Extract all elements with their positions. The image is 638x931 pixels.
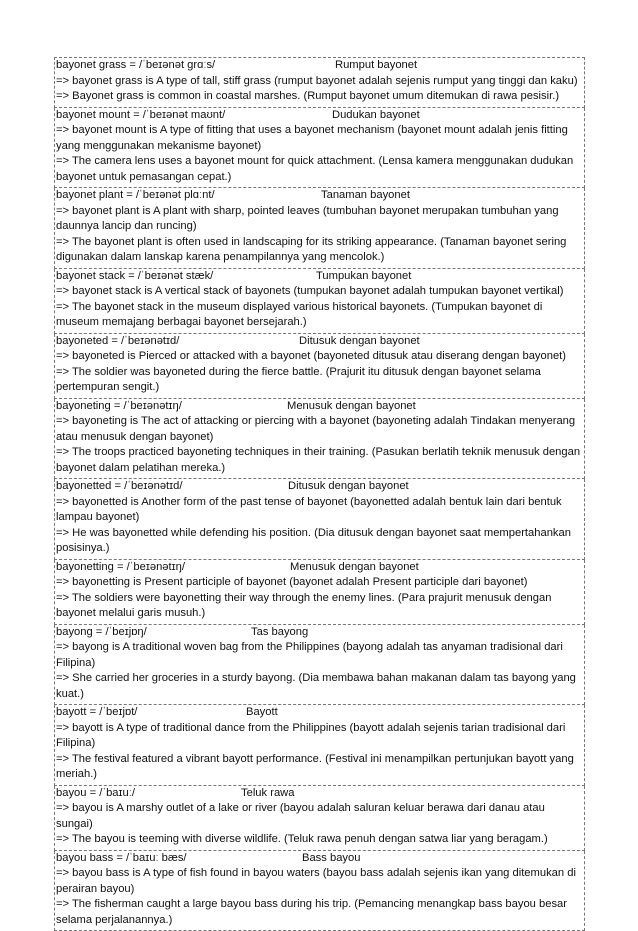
entry-example: => Bayonet grass is common in coastal marshes. (Rumput bayonet umum ditemukan di rawa pesisir.) [55,89,584,105]
glossary-document [54,57,585,931]
entry-translation: Menusuk dengan bayonet [287,399,416,415]
entry-translation: Bass bayou [302,851,360,867]
entry-definition: => bayonetting is Present participle of bayonet (bayonet adalah Present participle dari bayonet) [55,575,584,591]
entry-definition: => bayonet mount is A type of fitting that uses a bayonet mechanism (bayonet mount adalah jenis fitting yang menggunakan mekanisme bayonet) [55,123,584,154]
entry-example: => The soldier was bayoneted during the fierce battle. (Prajurit itu ditusuk dengan bayonet selama pertempuran sengit.) [55,365,584,396]
entry-term: bayoneted = /ˈbeɪənətɪd/ [56,334,179,350]
entry-bayonet-mount [54,108,585,189]
entry-example: => The soldiers were bayonetting their way through the enemy lines. (Para prajurit menusuk dengan bayonet melalui garis musuh.) [55,591,584,622]
entry-example: => She carried her groceries in a sturdy bayong. (Dia membawa bahan makanan dalam tas bayong yang kuat.) [55,671,584,702]
entry-translation: Ditusuk dengan bayonet [299,334,420,350]
entry-bayoneted [54,334,585,399]
entry-header [55,334,584,350]
entry-bayonet-grass [54,57,585,108]
entry-translation: Bayott [246,705,278,721]
entry-definition: => bayott is A type of traditional dance from the Philippines (bayott adalah sejenis tarian tradisional dari Filipina) [55,721,584,752]
entry-definition: => bayong is A traditional woven bag from the Philippines (bayong adalah tas anyaman tradisional dari Filipina) [55,640,584,671]
entry-definition: => bayoneting is The act of attacking or piercing with a bayonet (bayoneting adalah Tindakan menyerang atau menusuk dengan bayonet) [55,414,584,445]
entry-bayong [54,625,585,706]
entry-translation: Ditusuk dengan bayonet [288,479,409,495]
entry-term: bayou bass = /ˈbaɪuː bæs/ [56,851,187,867]
entry-bayott [54,705,585,786]
entry-definition: => bayou bass is A type of fish found in bayou waters (bayou bass adalah sejenis ikan yang ditemukan di perairan bayou) [55,866,584,897]
entry-example: => The festival featured a vibrant bayott performance. (Festival ini menampilkan pertunjukan bayott yang meriah.) [55,752,584,783]
entry-term: bayonetting = /ˈbeɪənətɪŋ/ [56,560,185,576]
entry-bayonet-stack [54,269,585,334]
entry-term: bayonet mount = /ˈbeɪənət maʊnt/ [56,108,225,124]
entry-translation: Tas bayong [251,625,308,641]
entry-translation: Rumput bayonet [335,58,417,74]
entry-translation: Tumpukan bayonet [316,269,411,285]
entry-example: => The bayonet stack in the museum displayed various historical bayonets. (Tumpukan bayonet di museum memajang berbagai bayonet bersejarah.) [55,300,584,331]
entry-definition: => bayonet plant is A plant with sharp, pointed leaves (tumbuhan bayonet merupakan tumbuhan yang daunnya lancip dan runcing) [55,204,584,235]
entry-header [55,560,584,576]
entry-bayonetting [54,560,585,625]
entry-header [55,188,584,204]
entry-header [55,108,584,124]
entry-definition: => bayonet grass is A type of tall, stiff grass (rumput bayonet adalah sejenis rumput yang tinggi dan kaku) [55,74,584,90]
entry-bayoneting [54,399,585,480]
entry-term: bayonet plant = /ˈbeɪənət plɑːnt/ [56,188,215,204]
entry-translation: Tanaman bayonet [321,188,410,204]
entry-example: => The bayou is teeming with diverse wildlife. (Teluk rawa penuh dengan satwa liar yang beragam.) [55,832,584,848]
entry-example: => The troops practiced bayoneting techniques in their training. (Pasukan berlatih teknik menusuk dengan bayonet dalam pelatihan mereka.) [55,445,584,476]
entry-example: => The bayonet plant is often used in landscaping for its striking appearance. (Tanaman bayonet sering digunakan dalam lanskap karena penampilannya yang mencolok.) [55,235,584,266]
entry-term: bayott = /ˈbeɪjɒt/ [56,705,137,721]
entry-header [55,705,584,721]
entry-definition: => bayonetted is Another form of the past tense of bayonet (bayonetted adalah bentuk lain dari bentuk lampau bayonet) [55,495,584,526]
entry-header [55,786,584,802]
entry-term: bayonet stack = /ˈbeɪənət stæk/ [56,269,213,285]
entry-header [55,625,584,641]
entry-example: => The fisherman caught a large bayou bass during his trip. (Pemancing menangkap bass bayou besar selama perjalanannya.) [55,897,584,928]
entry-bayou-bass [54,851,585,931]
entry-translation: Dudukan bayonet [332,108,420,124]
entry-term: bayonet grass = /ˈbeɪənət ɡrɑːs/ [56,58,215,74]
entry-translation: Teluk rawa [241,786,294,802]
entry-example: => The camera lens uses a bayonet mount for quick attachment. (Lensa kamera menggunakan dudukan bayonet untuk pemasangan cepat.) [55,154,584,185]
entry-header [55,269,584,285]
entry-definition: => bayonet stack is A vertical stack of bayonets (tumpukan bayonet adalah tumpukan bayonet vertikal) [55,284,584,300]
entry-definition: => bayou is A marshy outlet of a lake or river (bayou adalah saluran keluar berawa dari danau atau sungai) [55,801,584,832]
entry-header [55,851,584,867]
entry-definition: => bayoneted is Pierced or attacked with a bayonet (bayoneted ditusuk atau diserang dengan bayonet) [55,349,584,365]
entry-example: => He was bayonetted while defending his position. (Dia ditusuk dengan bayonet saat mempertahankan posisinya.) [55,526,584,557]
entry-bayou [54,786,585,851]
entry-term: bayoneting = /ˈbeɪənətɪŋ/ [56,399,182,415]
entry-header [55,399,584,415]
entry-term: bayong = /ˈbeɪjɒŋ/ [56,625,147,641]
entry-header [55,58,584,74]
entry-bayonet-plant [54,188,585,269]
entry-translation: Menusuk dengan bayonet [290,560,419,576]
entry-term: bayou = /ˈbaɪuː/ [56,786,135,802]
entry-bayonetted [54,479,585,560]
entry-header [55,479,584,495]
entry-term: bayonetted = /ˈbeɪənətɪd/ [56,479,182,495]
